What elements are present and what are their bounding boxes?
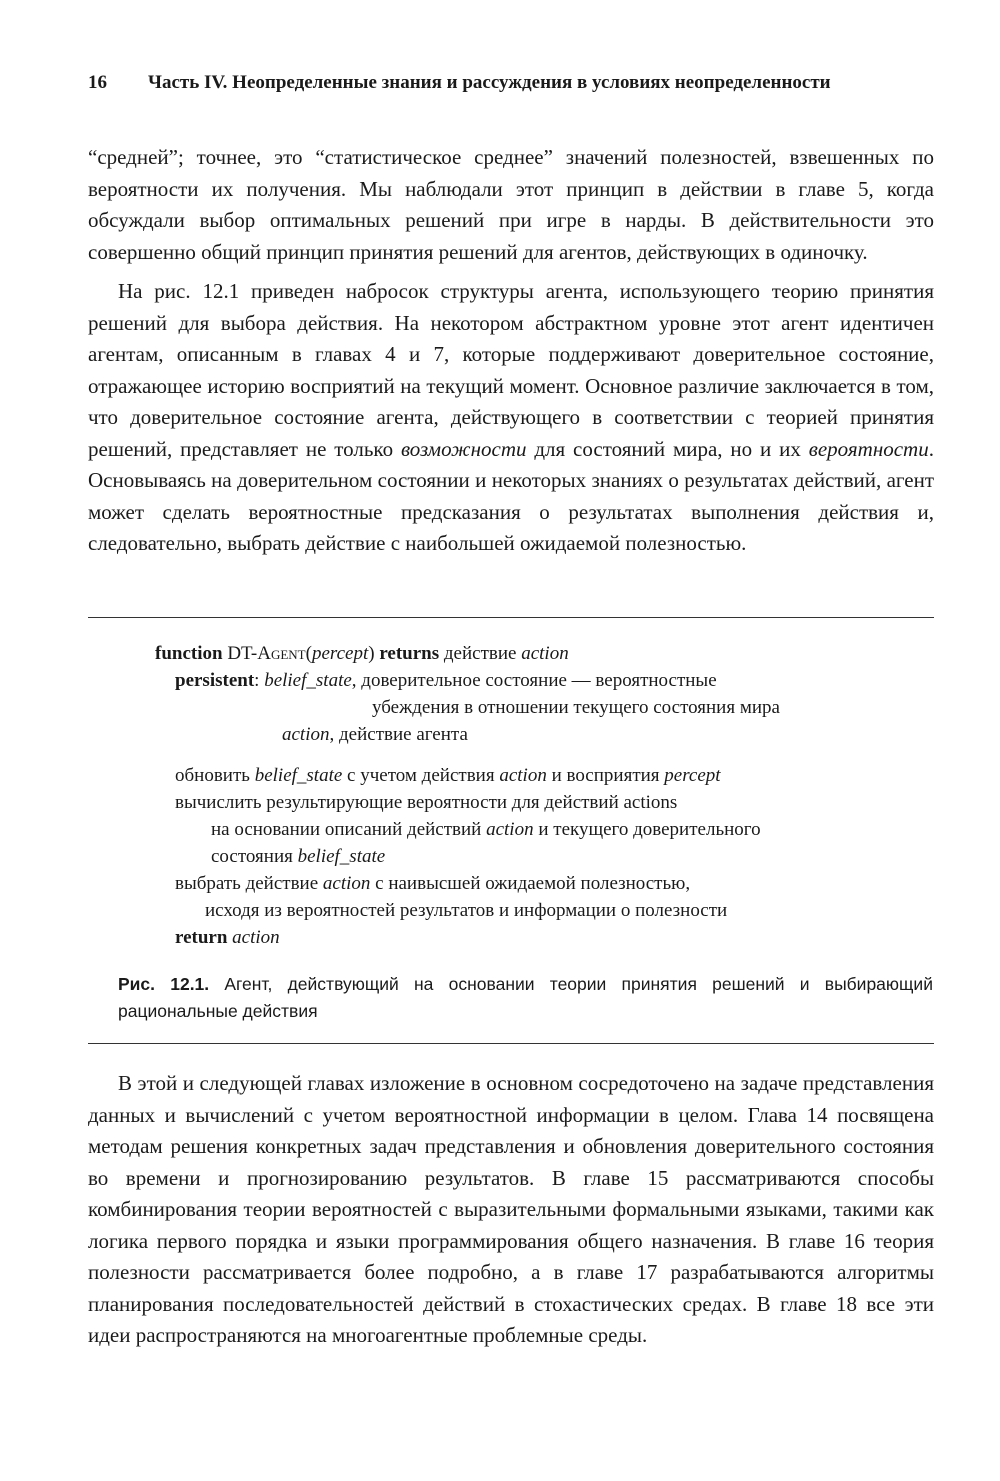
algo-step-select-2: исходя из вероятностей результатов и информации о полезности <box>205 900 728 921</box>
returns-text: действие <box>443 643 517 664</box>
step1-b: с учетом действия <box>347 765 495 786</box>
step2-a: на основании описаний действий <box>211 819 482 840</box>
step1-a: обновить <box>175 765 250 786</box>
paragraph-chapter-overview: В этой и следующей главах изложение в основном сосредоточено на задаче представления данных и вычислений с учетом вероятностной информации в целом. Глава 14 посвящена методам решения конкретных задач представления и обновления доверительного состояния во времени и прогнозированию результатов. В главе 15 рассматриваются способы комбинирования теории вероятностей с выразительными формальными языками, такими как логика первого порядка и языки программирования общего назначения. В главе 16 теория полезности рассматривается более подробно, а в главе 17 разрабатываются алгоритмы планирования последовательностей действий в стохастических средах. В главе 18 все эти идеи распространяются на многоагентные проблемные среды. <box>88 1071 934 1347</box>
paragraph-2-part-3: . Основываясь на доверительном состоянии и некоторых знаниях о результатах действий, агент может сделать вероятностные предсказания о результатах выполнения действия и, следовательно, выбрать действие с наибольшей ожидаемой полезностью. <box>88 436 934 555</box>
emphasis-possibilities: возможности <box>400 436 527 461</box>
algorithm-listing <box>155 640 895 951</box>
paren-open: ( <box>305 643 312 664</box>
belief-desc-1: , доверительное состояние — вероятностные <box>351 670 717 691</box>
step2-c: состояния <box>211 846 293 867</box>
var-action: action <box>282 724 330 745</box>
algo-step-compute-1: вычислить результирующие вероятности для действий actions <box>175 792 678 813</box>
step1-c: и восприятия <box>551 765 660 786</box>
step1-var-percept: percept <box>664 765 721 786</box>
param-percept: percept <box>311 643 369 664</box>
algo-action-var-line <box>155 721 895 748</box>
var-belief-state: belief_state <box>264 670 352 691</box>
emphasis-probabilities: вероятности <box>808 436 929 461</box>
step2-b: и текущего доверительного <box>538 819 761 840</box>
body-text-bottom <box>88 1068 934 1352</box>
action-desc: , действие агента <box>329 724 468 745</box>
page-number: 16 <box>88 72 107 93</box>
paragraph-2-part-1: На рис. 12.1 приведен набросок структуры агента, использующего теорию принятия решений для выбора действия. На некотором абстрактном уровне этот агент идентичен агентам, описанным в главах 4 и 7, которые поддерживают доверительное состояние, отражающее историю восприятий на текущий момент. Основное различие заключается в том, что доверительное состояние агента, действующего в соответствии с теорией принятия решений, представляет не только <box>88 279 934 461</box>
keyword-persistent: persistent <box>175 670 255 691</box>
algo-return-line <box>155 924 895 951</box>
algo-signature <box>155 640 895 667</box>
step3-b: с наивысшей ожидаемой полезностью, <box>375 873 691 894</box>
caption-text: Агент, действующий на основании теории принятия решений и выбирающий рациональные действия <box>118 974 933 1021</box>
step3-a: выбрать действие <box>175 873 319 894</box>
algo-step-select-1 <box>155 870 895 897</box>
step2-var-belief: belief_state <box>297 846 386 867</box>
algo-persistent-line <box>155 667 895 694</box>
step1-var-belief: belief_state <box>254 765 343 786</box>
paren-close: ) <box>368 643 375 664</box>
body-text-top <box>88 142 934 560</box>
returns-var: action <box>521 643 569 664</box>
running-title: Часть IV. Неопределенные знания и рассуждения в условиях неопределенности <box>148 72 831 93</box>
function-name: DT-Agent <box>227 643 306 664</box>
paragraph-continuation: “средней”; точнее, это “статистическое среднее” значений полезностей, взвешенных по вероятности их получения. Мы наблюдали этот принцип в действии в главе 5, когда обсуждали выбор оптимальных решений при игре в нарды. В действительности это совершенно общий принцип принятия решений для агентов, действующих в одиночку. <box>88 145 934 264</box>
keyword-returns: returns <box>379 643 440 664</box>
figure-caption <box>118 971 933 1025</box>
keyword-function: function <box>155 643 223 664</box>
keyword-return: return <box>175 927 228 948</box>
algo-step-update <box>155 762 895 789</box>
step2-var-action: action <box>486 819 534 840</box>
paragraph-agent-structure <box>88 276 934 560</box>
running-header <box>88 72 930 94</box>
figure-bottom-rule <box>88 1043 934 1044</box>
algo-step-compute-2 <box>155 816 895 843</box>
return-var: action <box>232 927 280 948</box>
step1-var-action: action <box>499 765 547 786</box>
algo-gap <box>155 748 895 762</box>
paragraph-2-part-2: для состояний мира, но и их <box>526 436 809 461</box>
figure-top-rule <box>88 617 934 618</box>
step3-var-action: action <box>322 873 371 894</box>
algo-belief-desc-2: убеждения в отношении текущего состояния мира <box>372 697 780 718</box>
algo-step-compute-3 <box>155 843 895 870</box>
caption-label: Рис. 12.1. <box>118 974 210 994</box>
colon: : <box>254 670 260 691</box>
